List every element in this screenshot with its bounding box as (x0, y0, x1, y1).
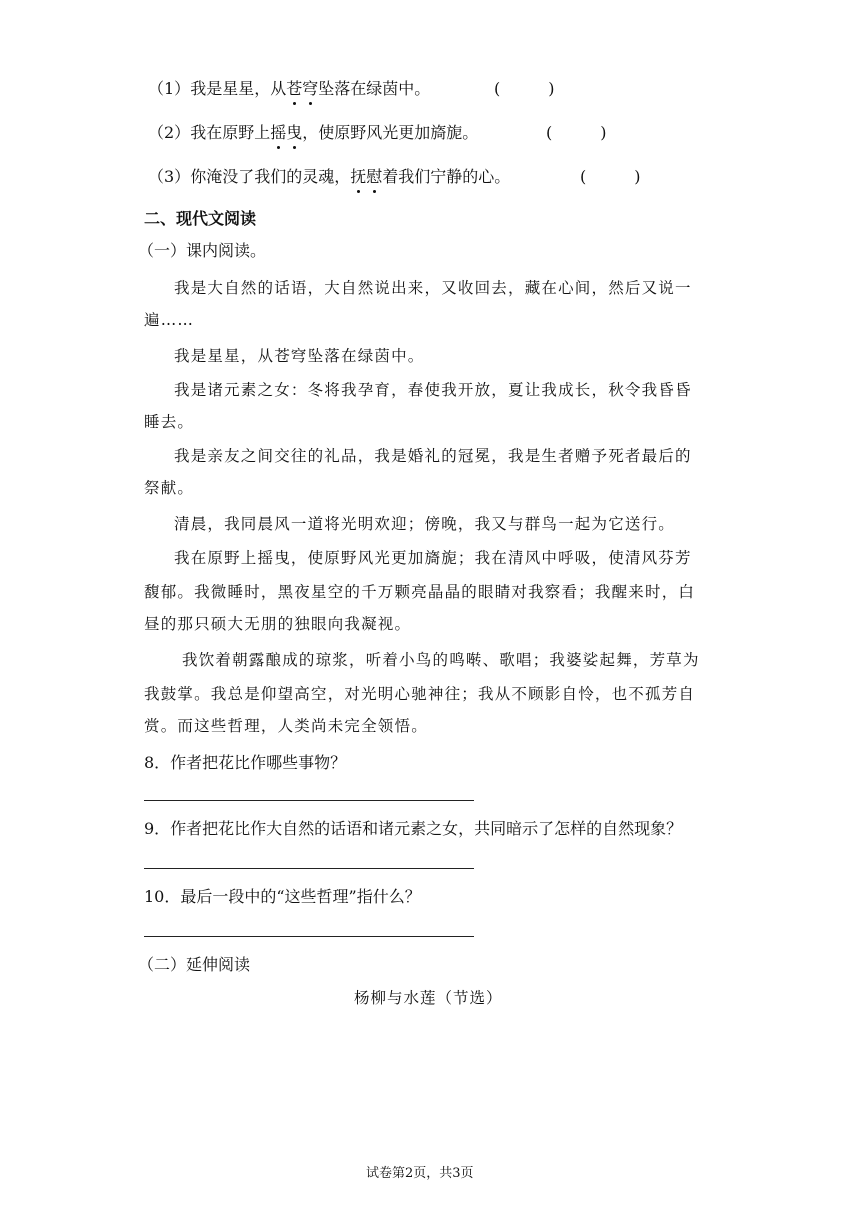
section-heading: 二、现代文阅读 (144, 209, 257, 228)
question-8: 8．作者把花比作哪些事物？ (144, 753, 347, 772)
answer-parens[interactable]: ( ) (494, 79, 555, 98)
question-number: （3） (148, 167, 191, 186)
dotted-word: 苍穹 (286, 79, 318, 98)
passage-line: 清晨，我同晨风一道将光明欢迎；傍晚，我又与群鸟一起为它送行。 (174, 515, 676, 533)
question-text: ，使原野风光更加旖旎。 (302, 123, 479, 142)
question-9: 9．作者把花比作大自然的话语和诸元素之女，共同暗示了怎样的自然现象？ (144, 819, 683, 838)
question-text: 着我们宁静的心。 (382, 167, 511, 186)
page-footer: 试卷第2页，共3页 (366, 1166, 474, 1181)
answer-parens[interactable]: ( ) (580, 167, 641, 186)
passage-line: 我是诸元素之女：冬将我孕育，春使我开放，夏让我成长，秋令我昏昏 (174, 381, 692, 399)
question-number: （2） (148, 123, 191, 142)
question-10: 10．最后一段中的“这些哲理”指什么？ (144, 887, 421, 906)
passage-line: 我鼓掌。我总是仰望高空，对光明心驰神往；我从不顾影自怜，也不孤芳自 (144, 685, 696, 703)
question-text: 我在原野上 (190, 123, 271, 142)
question-text: 我是星星，从 (190, 79, 287, 98)
question-text: 坠落在绿茵中。 (318, 79, 431, 98)
answer-line[interactable] (144, 800, 474, 801)
dotted-word: 摇曳 (270, 123, 302, 142)
passage-line: 祭献。 (144, 479, 195, 497)
passage-line: 我是亲友之间交往的礼品，我是婚礼的冠冕，我是生者赠予死者最后的 (174, 447, 692, 465)
passage-line: 我在原野上摇曳，使原野风光更加旖旎；我在清风中呼吸，使清风芬芳 (174, 549, 692, 567)
fill-question-1 (148, 76, 430, 99)
answer-line[interactable] (144, 936, 474, 937)
passage-line: 遍…… (144, 311, 195, 329)
passage-line: 赏。而这些哲理，人类尚未完全领悟。 (144, 717, 428, 735)
passage-line: 昼的那只硕大无朋的独眼向我凝视。 (144, 615, 412, 633)
passage-line: 我是星星，从苍穹坠落在绿茵中。 (174, 347, 425, 365)
subsection-heading: （一）课内阅读。 (138, 241, 267, 260)
question-text: 你淹没了我们的灵魂， (190, 167, 351, 186)
answer-parens[interactable]: ( ) (546, 123, 607, 142)
passage-line: 馥郁。我微睡时，黑夜星空的千万颗亮晶晶的眼睛对我察看；我醒来时，白 (144, 583, 696, 601)
fill-question-3 (148, 164, 510, 187)
passage-line: 我饮着朝露酿成的琼浆，听着小鸟的鸣啭、歌唱；我婆娑起舞，芳草为 (182, 651, 700, 669)
answer-line[interactable] (144, 868, 474, 869)
subsection-heading: （二）延伸阅读 (138, 955, 251, 974)
fill-question-2 (148, 120, 478, 143)
passage-line: 我是大自然的话语，大自然说出来，又收回去，藏在心间，然后又说一 (174, 279, 692, 297)
passage-line: 睡去。 (144, 413, 195, 431)
passage-title: 杨柳与水莲（节选） (354, 989, 503, 1007)
question-number: （1） (148, 79, 191, 98)
dotted-word: 抚慰 (350, 167, 382, 186)
